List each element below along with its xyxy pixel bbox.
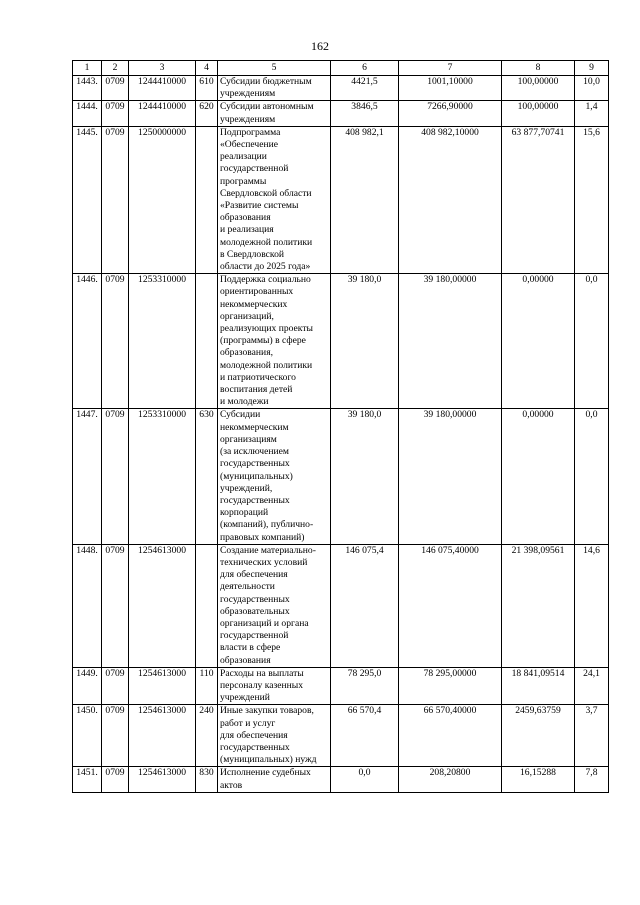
table-row [73, 409, 609, 544]
executed-amount: 0,00000 [502, 274, 575, 409]
execution-percent: 0,0 [575, 409, 609, 544]
expense-type [196, 544, 218, 667]
approved-amount: 208,20800 [399, 767, 502, 792]
column-header: 3 [129, 61, 196, 76]
row-description: Создание материально- технических условий для обеспечения деятельности государственных образовательных организаций и органа государственной власти в сфере образования [218, 544, 331, 667]
target-code: 1254613000 [129, 544, 196, 667]
row-description: Поддержка социально ориентированных некоммерческих организаций, реализующих проекты (программы) в сфере образования, молодежной политики и патриотического воспитания детей и молодежи [218, 274, 331, 409]
row-number: 1449. [73, 667, 102, 705]
executed-amount: 100,00000 [502, 76, 575, 101]
planned-amount: 78 295,0 [331, 667, 399, 705]
execution-percent: 1,4 [575, 101, 609, 126]
row-number: 1451. [73, 767, 102, 792]
target-code: 1253310000 [129, 274, 196, 409]
budget-table [72, 60, 609, 793]
target-code: 1254613000 [129, 667, 196, 705]
expense-type: 110 [196, 667, 218, 705]
executed-amount: 2459,63759 [502, 705, 575, 767]
row-description: Расходы на выплаты персоналу казенных учреждений [218, 667, 331, 705]
table-row [73, 101, 609, 126]
expense-type [196, 126, 218, 273]
row-description: Субсидии некоммерческим организациям (за исключением государственных (муниципальных) учреждений, государственных корпораций (компаний), публично- правовых компаний) [218, 409, 331, 544]
row-description: Исполнение судебных актов [218, 767, 331, 792]
section-code: 0709 [102, 705, 129, 767]
planned-amount: 39 180,0 [331, 274, 399, 409]
approved-amount: 66 570,40000 [399, 705, 502, 767]
page-number: 162 [311, 39, 329, 53]
row-number: 1447. [73, 409, 102, 544]
row-description: Субсидии автономным учреждениям [218, 101, 331, 126]
target-code: 1244410000 [129, 101, 196, 126]
execution-percent: 7,8 [575, 767, 609, 792]
column-header: 4 [196, 61, 218, 76]
approved-amount: 146 075,40000 [399, 544, 502, 667]
planned-amount: 146 075,4 [331, 544, 399, 667]
table-row [73, 274, 609, 409]
execution-percent: 15,6 [575, 126, 609, 273]
execution-percent: 10,0 [575, 76, 609, 101]
approved-amount: 408 982,10000 [399, 126, 502, 273]
table-row [73, 705, 609, 767]
expense-type [196, 274, 218, 409]
executed-amount: 21 398,09561 [502, 544, 575, 667]
column-header: 8 [502, 61, 575, 76]
table-row [73, 667, 609, 705]
planned-amount: 408 982,1 [331, 126, 399, 273]
executed-amount: 16,15288 [502, 767, 575, 792]
expense-type: 610 [196, 76, 218, 101]
header-row [73, 61, 609, 76]
table-row [73, 767, 609, 792]
expense-type: 620 [196, 101, 218, 126]
row-number: 1446. [73, 274, 102, 409]
row-number: 1444. [73, 101, 102, 126]
section-code: 0709 [102, 409, 129, 544]
row-number: 1443. [73, 76, 102, 101]
section-code: 0709 [102, 767, 129, 792]
executed-amount: 0,00000 [502, 409, 575, 544]
column-header: 9 [575, 61, 609, 76]
table-row [73, 544, 609, 667]
section-code: 0709 [102, 667, 129, 705]
target-code: 1244410000 [129, 76, 196, 101]
planned-amount: 39 180,0 [331, 409, 399, 544]
row-number: 1448. [73, 544, 102, 667]
planned-amount: 0,0 [331, 767, 399, 792]
section-code: 0709 [102, 544, 129, 667]
column-header: 6 [331, 61, 399, 76]
executed-amount: 18 841,09514 [502, 667, 575, 705]
approved-amount: 7266,90000 [399, 101, 502, 126]
approved-amount: 78 295,00000 [399, 667, 502, 705]
table-row [73, 76, 609, 101]
table-body [73, 76, 609, 793]
execution-percent: 24,1 [575, 667, 609, 705]
column-header: 7 [399, 61, 502, 76]
execution-percent: 3,7 [575, 705, 609, 767]
planned-amount: 4421,5 [331, 76, 399, 101]
section-code: 0709 [102, 126, 129, 273]
planned-amount: 66 570,4 [331, 705, 399, 767]
execution-percent: 14,6 [575, 544, 609, 667]
row-description: Субсидии бюджетным учреждениям [218, 76, 331, 101]
approved-amount: 1001,10000 [399, 76, 502, 101]
target-code: 1254613000 [129, 767, 196, 792]
column-header: 5 [218, 61, 331, 76]
table-row [73, 126, 609, 273]
approved-amount: 39 180,00000 [399, 409, 502, 544]
section-code: 0709 [102, 274, 129, 409]
row-number: 1450. [73, 705, 102, 767]
executed-amount: 63 877,70741 [502, 126, 575, 273]
section-code: 0709 [102, 76, 129, 101]
row-description: Иные закупки товаров, работ и услуг для обеспечения государственных (муниципальных) нужд [218, 705, 331, 767]
planned-amount: 3846,5 [331, 101, 399, 126]
row-number: 1445. [73, 126, 102, 273]
execution-percent: 0,0 [575, 274, 609, 409]
section-code: 0709 [102, 101, 129, 126]
column-header: 2 [102, 61, 129, 76]
column-header: 1 [73, 61, 102, 76]
target-code: 1250000000 [129, 126, 196, 273]
expense-type: 630 [196, 409, 218, 544]
target-code: 1253310000 [129, 409, 196, 544]
approved-amount: 39 180,00000 [399, 274, 502, 409]
executed-amount: 100,00000 [502, 101, 575, 126]
row-description: Подпрограмма «Обеспечение реализации государственной программы Свердловской области «Развитие системы образования и реализация молодежной политики в Свердловской области до 2025 года» [218, 126, 331, 273]
target-code: 1254613000 [129, 705, 196, 767]
expense-type: 830 [196, 767, 218, 792]
expense-type: 240 [196, 705, 218, 767]
